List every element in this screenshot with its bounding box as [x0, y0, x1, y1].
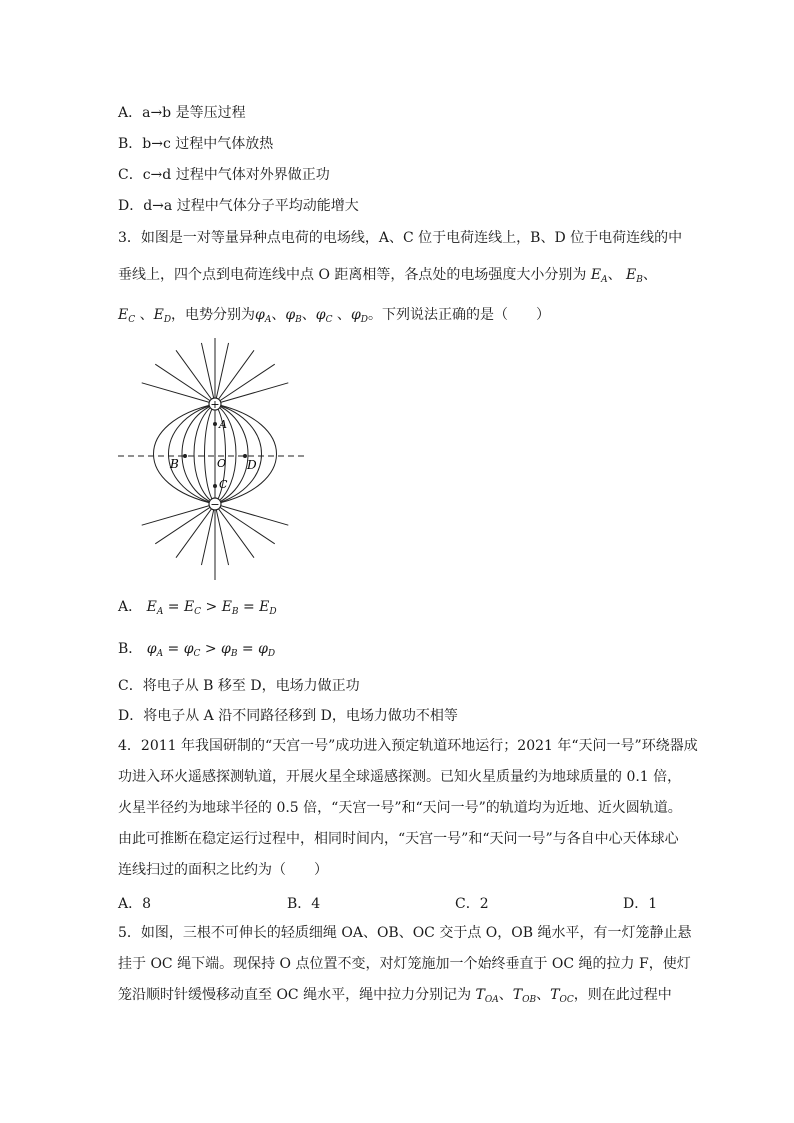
point-a-dot: [213, 422, 217, 426]
label-c: C: [219, 478, 228, 491]
point-c-dot: [213, 484, 217, 488]
positive-charge-label: +: [210, 398, 220, 411]
q4-choice-a: A．8: [118, 896, 152, 912]
q4-choice-d: D．1: [623, 896, 658, 912]
q4-line5: 连线扫过的面积之比约为（ ）: [118, 862, 328, 878]
label-d: D: [247, 458, 257, 472]
point-b-dot: [183, 454, 187, 458]
field-loop-left: [154, 404, 216, 504]
q3-stem-line3: $E_C$ 、$E_D$，电势分别为$\varphi_A$、$\varphi_B$、$\varphi_C$ 、$\varphi_D$。下列说法正确的是（ ）: [118, 307, 550, 325]
field-ray-bottom: [215, 504, 288, 525]
field-ray-top: [142, 383, 215, 404]
q5-line3-text: 笼沿顺时针缓慢移动直至 OC 绳水平，绳中拉力分别记为: [118, 987, 472, 1003]
q3-stem-line3-end: 。下列说法正确的是（ ）: [367, 307, 550, 323]
q3-option-c: C．将电子从 B 移至 D，电场力做正功: [118, 678, 360, 694]
q5-line3: 笼沿顺时针缓慢移动直至 OC 绳水平，绳中拉力分别记为 $T_{OA}$、$T_{OB}$、$T_{OC}$，则在此过程中: [118, 987, 672, 1005]
q5-line3-end: ，则在此过程中: [573, 987, 672, 1003]
q2-option-d: D．d→a 过程中气体分子平均动能增大: [118, 198, 359, 214]
label-b: B: [170, 457, 179, 471]
q3-stem-line2-text: 垂线上，四个点到电荷连线中点 O 距离相等，各点处的电场强度大小分别为: [118, 267, 587, 283]
field-ray-bottom: [155, 504, 215, 544]
q3-option-d: D．将电子从 A 沿不同路径移到 D，电场力做功不相等: [118, 708, 458, 724]
field-ray-bottom: [215, 504, 275, 544]
label-o: O: [217, 457, 227, 470]
q5-line2: 挂于 OC 绳下端。现保持 O 点位置不变，对灯笼施加一个始终垂直于 OC 绳的拉力 F，使灯: [118, 956, 691, 972]
q3-stem-line2: 垂线上，四个点到电荷连线中点 O 距离相等，各点处的电场强度大小分别为 $E_A$、 $E_B$、: [118, 267, 657, 285]
negative-charge-label: −: [210, 498, 220, 511]
q3-option-a-label: A．: [118, 599, 143, 615]
q3-stem-line3-text: ，电势分别为: [171, 307, 256, 323]
field-loop-left: [205, 404, 216, 504]
q4-line3: 火星半径约为地球半径的 0.5 倍，“天宫一号”和“天问一号”的轨道均为近地、近火圆轨道。: [118, 800, 682, 816]
q3-option-b: B． $\varphi_A = \varphi_C > \varphi_B = \varphi_D$: [118, 641, 276, 659]
q2-option-b: B．b→c 过程中气体放热: [118, 136, 274, 152]
q4-line1: 4．2011 年我国研制的“天宫一号”成功进入预定轨道环地运行；2021 年“天问一号”环绕器成: [118, 738, 698, 754]
field-ray-top: [215, 383, 288, 404]
q5-line1: 5．如图，三根不可伸长的轻质细绳 OA、OB、OC 交于点 O，OB 绳水平，有一灯笼静止悬: [118, 925, 692, 941]
field-ray-top: [155, 364, 215, 404]
q4-line2: 功进入环火遥感探测轨道，开展火星全球遥感探测。已知火星质量约为地球质量的 0.1 倍，: [118, 769, 682, 785]
q3-option-a: A． $E_A = E_C > E_B = E_D$: [118, 599, 277, 617]
field-ray-top: [215, 364, 275, 404]
q4-line4: 由此可推断在稳定运行过程中，相同时间内，“天宫一号”和“天问一号”与各自中心天体球心: [118, 831, 679, 847]
q2-option-a: A．a→b 是等压过程: [118, 105, 246, 121]
q2-option-c: C．c→d 过程中气体对外界做正功: [118, 167, 330, 183]
field-loop-left: [182, 404, 215, 504]
q3-stem-line1: 3．如图是一对等量异种点电荷的电场线，A、C 位于电荷连线上，B、D 位于电荷连线的中: [118, 230, 683, 246]
label-a: A: [219, 418, 227, 431]
q4-choice-c: C．2: [455, 896, 489, 912]
q4-choice-b: B．4: [287, 896, 321, 912]
electric-field-figure: [118, 336, 308, 582]
q3-option-b-label: B．: [118, 641, 143, 657]
field-ray-bottom: [142, 504, 215, 525]
